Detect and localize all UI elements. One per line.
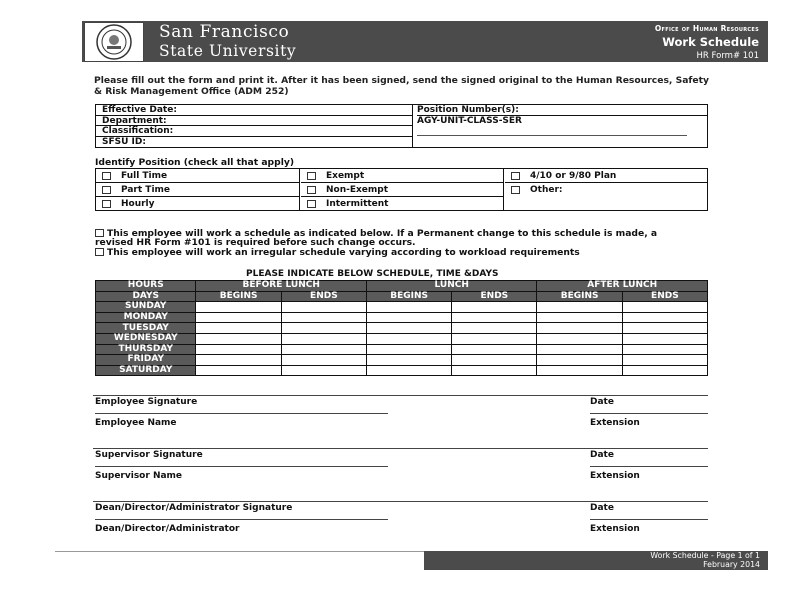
time-cell[interactable]: [622, 344, 707, 355]
time-cell[interactable]: [366, 365, 451, 376]
day-label: SATURDAY: [96, 365, 196, 376]
intermittent-checkbox[interactable]: [307, 200, 316, 208]
exempt-label: Exempt: [326, 170, 365, 181]
supervisor-extension-label: Extension: [590, 471, 640, 481]
time-cell[interactable]: [196, 312, 281, 323]
time-cell[interactable]: [196, 302, 281, 313]
time-cell[interactable]: [452, 365, 537, 376]
irregular-schedule-checkbox[interactable]: [95, 248, 104, 256]
lunch-ends-header: ENDS: [452, 291, 537, 302]
classification-field[interactable]: Classification:: [96, 126, 412, 137]
time-cell[interactable]: [281, 344, 366, 355]
hourly-option[interactable]: [96, 197, 299, 211]
dean-signature-label: Dean/Director/Administrator Signature: [95, 503, 293, 513]
after-lunch-ends-header: ENDS: [622, 291, 707, 302]
schedule-table: [95, 280, 708, 376]
intro-text: Please fill out the form and print it. After it has been signed, send the signed original to the Human Resources, Safety & Risk Management Office (ADM 252): [94, 75, 710, 97]
time-cell[interactable]: [537, 365, 622, 376]
fixed-schedule-checkbox[interactable]: [95, 229, 104, 237]
time-cell[interactable]: [281, 302, 366, 313]
hourly-checkbox[interactable]: [102, 200, 111, 208]
fixed-schedule-text: This employee will work a schedule as indicated below. If a Permanent change to this schedule is made, a revised HR Form #101 is required before such change occurs.: [95, 228, 658, 248]
table-row: [96, 312, 708, 323]
full-time-label: Full Time: [121, 170, 168, 181]
time-cell[interactable]: [196, 323, 281, 334]
time-cell[interactable]: [366, 333, 451, 344]
before-lunch-begins-header: BEGINS: [196, 291, 281, 302]
position-column-3: [505, 169, 707, 210]
table-row: [96, 302, 708, 313]
position-type-box: [95, 168, 708, 211]
non-exempt-label: Non-Exempt: [326, 184, 389, 195]
lunch-header: LUNCH: [366, 281, 536, 292]
supervisor-top-line: [93, 448, 708, 449]
fixed-schedule-statement[interactable]: [95, 229, 695, 247]
header-right: [655, 24, 759, 61]
non-exempt-checkbox[interactable]: [307, 186, 316, 194]
time-cell[interactable]: [281, 355, 366, 366]
other-option[interactable]: [505, 183, 707, 197]
table-row: [96, 365, 708, 376]
footer-bar: [424, 551, 768, 570]
office-name: Office of Human Resources: [654, 24, 759, 33]
schedule-title: PLEASE INDICATE BELOW SCHEDULE, TIME &DAYS: [246, 269, 499, 279]
time-cell[interactable]: [452, 323, 537, 334]
time-cell[interactable]: [452, 355, 537, 366]
irregular-schedule-statement[interactable]: [95, 248, 695, 257]
time-cell[interactable]: [281, 323, 366, 334]
identify-position-label: Identify Position (check all that apply): [95, 157, 295, 168]
day-label: THURSDAY: [96, 344, 196, 355]
employee-info-box: [95, 104, 708, 148]
employee-signature-line[interactable]: [95, 413, 388, 414]
position-column-1: [96, 169, 300, 210]
day-label: MONDAY: [96, 312, 196, 323]
university-name: [159, 24, 296, 60]
time-cell[interactable]: [622, 365, 707, 376]
university-line-1: San Francisco: [159, 22, 290, 42]
plan-checkbox[interactable]: [511, 172, 520, 180]
day-label: FRIDAY: [96, 355, 196, 366]
info-right-column: [415, 105, 707, 147]
time-cell[interactable]: [622, 302, 707, 313]
department-field[interactable]: Department:: [96, 116, 412, 127]
position-number-underline: [417, 135, 687, 136]
sfsu-id-field[interactable]: SFSU ID:: [102, 136, 146, 147]
supervisor-name-label: Supervisor Name: [95, 471, 183, 481]
day-label: WEDNESDAY: [96, 333, 196, 344]
time-cell[interactable]: [537, 312, 622, 323]
time-cell[interactable]: [366, 302, 451, 313]
time-cell[interactable]: [452, 302, 537, 313]
plan-option[interactable]: [505, 169, 707, 183]
day-label: SUNDAY: [96, 302, 196, 313]
agy-unit-class-ser-field[interactable]: AGY-UNIT-CLASS-SER: [417, 115, 522, 126]
days-header: DAYS: [96, 291, 196, 302]
employee-extension-label: Extension: [590, 418, 640, 428]
schedule-header-row-2: [96, 291, 708, 302]
schedule-header-row-1: [96, 281, 708, 292]
time-cell[interactable]: [452, 344, 537, 355]
time-cell[interactable]: [366, 344, 451, 355]
employee-name-label: Employee Name: [95, 418, 177, 428]
lunch-begins-header: BEGINS: [366, 291, 451, 302]
dean-signature-line[interactable]: [95, 519, 388, 520]
dean-extension-label: Extension: [590, 524, 640, 534]
signature-top-line: [93, 395, 708, 396]
before-lunch-header: BEFORE LUNCH: [196, 281, 366, 292]
university-seal-icon: [84, 22, 144, 62]
time-cell[interactable]: [196, 365, 281, 376]
dean-top-line: [93, 501, 708, 502]
exempt-option[interactable]: [301, 169, 503, 183]
after-lunch-header: AFTER LUNCH: [537, 281, 708, 292]
employee-signature-label: Employee Signature: [95, 397, 198, 407]
time-cell[interactable]: [622, 312, 707, 323]
time-cell[interactable]: [452, 312, 537, 323]
dean-date-label: Date: [590, 503, 614, 513]
time-cell[interactable]: [196, 355, 281, 366]
part-time-label: Part Time: [121, 184, 171, 195]
time-cell[interactable]: [537, 333, 622, 344]
footer-date: February 2014: [703, 559, 760, 569]
employee-date-line[interactable]: [590, 413, 708, 414]
other-label: Other:: [530, 185, 563, 195]
time-cell[interactable]: [196, 333, 281, 344]
supervisor-signature-line[interactable]: [95, 466, 388, 467]
plan-label: 4/10 or 9/80 Plan: [530, 170, 617, 181]
dean-label: Dean/Director/Administrator: [95, 524, 240, 534]
supervisor-signature-label: Supervisor Signature: [95, 450, 203, 460]
exempt-checkbox[interactable]: [307, 172, 316, 180]
part-time-option[interactable]: [96, 183, 299, 197]
other-checkbox[interactable]: [511, 186, 520, 194]
supervisor-date-line[interactable]: [590, 466, 708, 467]
table-row: [96, 333, 708, 344]
table-row: [96, 323, 708, 334]
time-cell[interactable]: [196, 344, 281, 355]
time-cell[interactable]: [537, 355, 622, 366]
hourly-label: Hourly: [121, 199, 155, 209]
part-time-checkbox[interactable]: [102, 186, 111, 194]
info-left-column: [96, 105, 413, 147]
position-numbers-label: Position Number(s):: [417, 105, 707, 116]
table-row: [96, 355, 708, 366]
time-cell[interactable]: [537, 302, 622, 313]
hours-header: HOURS: [96, 281, 196, 292]
time-cell[interactable]: [281, 312, 366, 323]
table-row: [96, 344, 708, 355]
intermittent-label: Intermittent: [326, 199, 389, 209]
time-cell[interactable]: [281, 365, 366, 376]
form-number: HR Form# 101: [696, 51, 759, 61]
time-cell[interactable]: [622, 323, 707, 334]
after-lunch-begins-header: BEGINS: [537, 291, 622, 302]
form-title: Work Schedule: [662, 35, 759, 49]
full-time-checkbox[interactable]: [102, 172, 111, 180]
time-cell[interactable]: [622, 355, 707, 366]
time-cell[interactable]: [366, 323, 451, 334]
time-cell[interactable]: [281, 333, 366, 344]
intermittent-option[interactable]: [301, 197, 503, 211]
time-cell[interactable]: [452, 333, 537, 344]
time-cell[interactable]: [622, 333, 707, 344]
irregular-schedule-text: This employee will work an irregular schedule varying according to workload requirements: [107, 247, 580, 258]
university-line-2: State University: [159, 42, 297, 60]
effective-date-field[interactable]: Effective Date:: [96, 105, 412, 116]
before-lunch-ends-header: ENDS: [281, 291, 366, 302]
full-time-option[interactable]: [96, 169, 299, 183]
time-cell[interactable]: [537, 344, 622, 355]
day-label: TUESDAY: [96, 323, 196, 334]
position-column-2: [301, 169, 504, 210]
time-cell[interactable]: [537, 323, 622, 334]
supervisor-date-label: Date: [590, 450, 614, 460]
non-exempt-option[interactable]: [301, 183, 503, 197]
time-cell[interactable]: [366, 312, 451, 323]
employee-date-label: Date: [590, 397, 614, 407]
time-cell[interactable]: [366, 355, 451, 366]
dean-date-line[interactable]: [590, 519, 708, 520]
footer-page: Work Schedule - Page 1 of 1: [650, 551, 760, 560]
